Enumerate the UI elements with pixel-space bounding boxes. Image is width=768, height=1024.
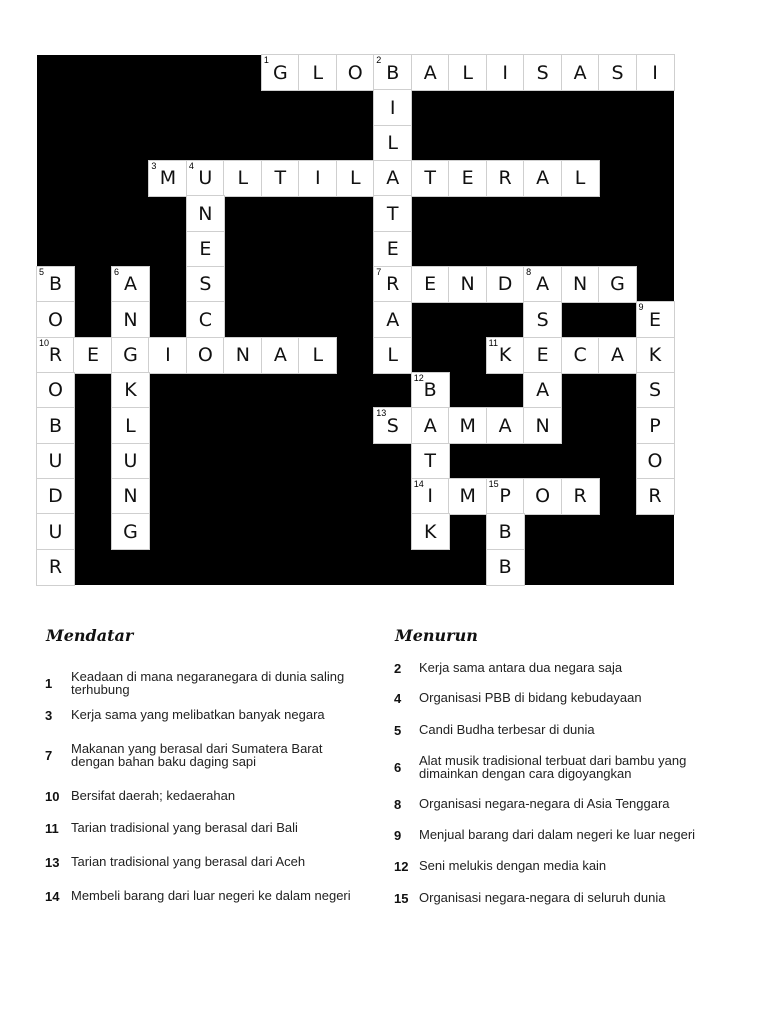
cell-letter: L — [387, 132, 399, 155]
cell-letter: K — [648, 344, 662, 367]
clue-text: Makanan yang berasal dari Sumatera Barat dengan bahan baku daging sapi — [71, 741, 323, 769]
cell-letter: D — [48, 485, 63, 508]
across-heading: Mendatar — [46, 626, 134, 645]
grid-cell[interactable] — [524, 267, 561, 302]
cell-letter: G — [123, 520, 138, 543]
cell-number: 9 — [638, 302, 644, 313]
cell-letter: L — [312, 61, 324, 84]
grid-cell[interactable] — [487, 514, 524, 549]
cell-letter: I — [652, 61, 658, 84]
clue-number: 12 — [394, 859, 409, 874]
clue-number: 13 — [45, 855, 60, 870]
cell-letter: A — [573, 61, 587, 84]
grid-cell[interactable] — [224, 338, 261, 373]
cell-letter: N — [198, 202, 213, 225]
grid-cell[interactable] — [262, 55, 299, 90]
cell-letter: A — [611, 344, 625, 367]
clue-text: Seni melukis dengan media kain — [419, 858, 607, 873]
cell-letter: E — [386, 238, 399, 261]
cell-letter: U — [123, 450, 138, 473]
cell-number: 6 — [113, 266, 119, 277]
grid-cell[interactable] — [112, 373, 149, 408]
clue-text: Kerja sama yang melibatkan banyak negara — [71, 707, 325, 722]
clue-number: 10 — [45, 789, 60, 804]
clue-number: 14 — [45, 889, 60, 904]
cell-letter: G — [272, 61, 288, 84]
cell-letter: K — [423, 520, 437, 543]
grid-cell[interactable] — [37, 408, 74, 443]
cell-letter: L — [125, 414, 136, 437]
cell-letter: I — [502, 61, 508, 84]
cell-letter: L — [237, 167, 249, 190]
cell-letter: A — [386, 167, 400, 190]
cell-letter: E — [424, 273, 437, 296]
grid-cell[interactable] — [74, 338, 111, 373]
cell-letter: T — [424, 167, 436, 190]
grid-cell[interactable] — [187, 267, 224, 302]
cell-letter: S — [199, 273, 212, 296]
clue-text: Tarian tradisional yang berasal dari Bali — [71, 820, 298, 835]
cell-number: 2 — [376, 55, 382, 65]
grid-cell[interactable] — [374, 302, 411, 337]
grid-cell[interactable] — [637, 373, 674, 408]
clue-number: 1 — [45, 676, 53, 691]
grid-cell[interactable] — [262, 338, 299, 373]
grid-cell[interactable] — [637, 444, 674, 479]
grid-cell[interactable] — [187, 302, 224, 337]
cell-letter: A — [536, 273, 550, 296]
grid-cell[interactable] — [524, 338, 561, 373]
grid-cell[interactable] — [599, 55, 636, 90]
clue-text: Organisasi PBB di bidang kebudayaan — [419, 690, 642, 705]
cell-letter: N — [123, 308, 138, 331]
cell-letter: I — [314, 167, 321, 190]
grid-cell[interactable] — [487, 161, 524, 196]
grid-cell[interactable] — [337, 55, 374, 90]
cell-letter: S — [611, 61, 624, 84]
cell-number: 10 — [39, 337, 50, 348]
cell-letter: E — [461, 167, 474, 190]
grid-cell[interactable] — [562, 479, 599, 514]
cell-letter: I — [427, 485, 433, 508]
cell-letter: B — [386, 61, 400, 84]
grid-cell[interactable] — [37, 514, 74, 549]
cell-letter: R — [48, 556, 63, 579]
grid-cell[interactable] — [112, 479, 149, 514]
clue-text: Keadaan di mana negaranegara di dunia saling terhubung — [71, 669, 345, 697]
grid-cell[interactable] — [487, 338, 524, 373]
cell-letter: U — [48, 450, 63, 473]
clue-number: 2 — [394, 661, 402, 676]
grid-cell[interactable] — [637, 408, 674, 443]
cell-letter: R — [498, 167, 512, 190]
cell-letter: C — [198, 308, 213, 331]
grid-cell[interactable] — [599, 338, 636, 373]
clue-text: Candi Budha terbesar di dunia — [419, 722, 595, 737]
grid-cell[interactable] — [374, 196, 411, 231]
cell-letter: S — [648, 379, 662, 402]
grid-cell[interactable] — [524, 55, 561, 90]
cell-letter: I — [165, 344, 171, 367]
cell-letter: S — [536, 308, 549, 331]
grid-cell[interactable] — [562, 267, 599, 302]
cell-letter: O — [647, 450, 663, 473]
cell-number: 11 — [488, 337, 498, 348]
grid-cell[interactable] — [374, 90, 411, 125]
grid-cell[interactable] — [337, 161, 374, 196]
grid-cell[interactable] — [524, 479, 561, 514]
cell-letter: K — [498, 344, 512, 367]
grid-cell[interactable] — [374, 408, 411, 443]
cell-letter: B — [48, 414, 63, 437]
clue-number: 6 — [394, 760, 402, 775]
cell-letter: N — [235, 344, 250, 367]
clue-number: 9 — [394, 828, 402, 843]
cell-letter: A — [423, 61, 437, 84]
grid-cell[interactable] — [449, 55, 486, 90]
cell-number: 14 — [413, 478, 424, 489]
cell-letter: O — [535, 485, 551, 508]
cell-letter: U — [198, 167, 213, 190]
cell-letter: O — [197, 344, 213, 367]
cell-letter: S — [386, 414, 399, 437]
grid-cell[interactable] — [112, 444, 149, 479]
grid-cell[interactable] — [112, 514, 149, 549]
grid-cell[interactable] — [149, 161, 186, 196]
grid-cell[interactable] — [149, 338, 186, 373]
cell-letter: G — [610, 273, 625, 296]
cell-letter: N — [123, 485, 138, 508]
grid-cell[interactable] — [449, 267, 486, 302]
grid-cell[interactable] — [37, 444, 74, 479]
cell-letter: C — [573, 344, 587, 367]
grid-cell[interactable] — [637, 55, 674, 90]
cell-number: 15 — [488, 478, 499, 489]
cell-letter: B — [498, 556, 512, 579]
grid-cell[interactable] — [412, 479, 449, 514]
cell-letter: S — [536, 61, 549, 84]
grid-cell[interactable] — [487, 550, 524, 585]
grid-cell[interactable] — [412, 55, 449, 90]
cell-letter: M — [159, 167, 177, 190]
cell-letter: P — [649, 414, 661, 437]
crossword-grid — [37, 55, 674, 585]
cell-letter: E — [649, 308, 662, 331]
cell-letter: A — [498, 414, 512, 437]
grid-cell[interactable] — [412, 373, 449, 408]
grid-cell[interactable] — [599, 267, 636, 302]
grid-cell[interactable] — [299, 55, 336, 90]
grid-cell[interactable] — [37, 338, 74, 373]
cell-letter: O — [48, 308, 63, 331]
cell-letter: N — [535, 414, 550, 437]
clue-number: 5 — [394, 723, 402, 738]
grid-cell[interactable] — [224, 161, 261, 196]
cell-letter: P — [499, 485, 511, 508]
grid-cell[interactable] — [112, 302, 149, 337]
cell-letter: M — [459, 414, 476, 437]
cell-letter: T — [274, 167, 287, 190]
grid-cell[interactable] — [112, 408, 149, 443]
cell-letter: B — [48, 273, 63, 296]
cell-letter: R — [573, 485, 587, 508]
grid-cell[interactable] — [637, 338, 674, 373]
grid-cell[interactable] — [524, 161, 561, 196]
cell-number: 1 — [263, 55, 269, 65]
grid-cell[interactable] — [112, 338, 149, 373]
clue-text: Kerja sama antara dua negara saja — [419, 660, 623, 675]
grid-cell[interactable] — [562, 55, 599, 90]
cell-letter: L — [574, 167, 586, 190]
cell-letter: O — [347, 61, 363, 84]
grid-cell[interactable] — [374, 338, 411, 373]
grid-cell[interactable] — [374, 267, 411, 302]
cell-letter: E — [199, 238, 212, 261]
grid-cell[interactable] — [262, 161, 299, 196]
cell-letter: A — [536, 167, 550, 190]
cell-letter: L — [312, 344, 324, 367]
grid-cell[interactable] — [412, 444, 449, 479]
cell-letter: D — [497, 273, 513, 296]
grid-cell[interactable] — [37, 302, 74, 337]
cell-letter: R — [648, 485, 662, 508]
clue-number: 4 — [394, 691, 402, 706]
grid-cell[interactable] — [524, 302, 561, 337]
cell-letter: R — [48, 344, 63, 367]
grid-cell[interactable] — [449, 161, 486, 196]
grid-cell[interactable] — [487, 479, 524, 514]
cell-letter: A — [123, 273, 137, 296]
grid-cell[interactable] — [562, 338, 599, 373]
cell-letter: A — [536, 379, 550, 402]
cell-letter: A — [273, 344, 287, 367]
cell-letter: R — [386, 273, 400, 296]
cell-letter: I — [389, 96, 396, 119]
cell-letter: E — [536, 344, 549, 367]
clue-text: Menjual barang dari dalam negeri ke luar negeri — [419, 827, 696, 842]
grid-cell[interactable] — [412, 514, 449, 549]
grid-cell[interactable] — [524, 408, 561, 443]
clue-number: 7 — [45, 748, 53, 763]
cell-letter: A — [386, 308, 400, 331]
grid-cell[interactable] — [637, 302, 674, 337]
cell-letter: T — [386, 202, 399, 225]
clue-text: Organisasi negara-negara di seluruh dunia — [419, 890, 666, 905]
cell-number: 8 — [526, 266, 532, 277]
clue-number: 3 — [45, 708, 53, 723]
grid-cell[interactable] — [412, 161, 449, 196]
cell-number: 4 — [188, 160, 194, 171]
grid-cell[interactable] — [187, 338, 224, 373]
clue-text: Tarian tradisional yang berasal dari Aceh — [71, 854, 306, 869]
cell-letter: K — [124, 379, 137, 402]
grid-cell[interactable] — [37, 373, 74, 408]
grid-cell[interactable] — [187, 196, 224, 231]
grid-cell[interactable] — [412, 408, 449, 443]
clue-number: 8 — [394, 797, 402, 812]
clue-number: 11 — [45, 821, 59, 836]
grid-cell[interactable] — [637, 479, 674, 514]
clue-text: Alat musik tradisional terbuat dari bambu yang dimainkan dengan cara digoyangkan — [419, 753, 687, 781]
grid-cell[interactable] — [487, 267, 524, 302]
grid-cell[interactable] — [374, 161, 411, 196]
grid-cell[interactable] — [449, 479, 486, 514]
grid-cell[interactable] — [187, 232, 224, 267]
grid-cell[interactable] — [449, 408, 486, 443]
grid-cell[interactable] — [487, 55, 524, 90]
cell-number: 3 — [151, 160, 157, 171]
clue-text: Membeli barang dari luar negeri ke dalam negeri — [71, 888, 351, 903]
grid-cell[interactable] — [374, 55, 411, 90]
down-heading: Menurun — [395, 626, 478, 645]
cell-letter: G — [123, 344, 138, 367]
cell-letter: B — [498, 520, 512, 543]
cell-letter: A — [423, 414, 437, 437]
grid-cell[interactable] — [374, 232, 411, 267]
cell-letter: N — [460, 273, 475, 296]
cell-letter: L — [462, 61, 473, 84]
grid-cell[interactable] — [487, 408, 524, 443]
clue-text: Bersifat daerah; kedaerahan — [71, 788, 236, 803]
grid-cell[interactable] — [37, 267, 74, 302]
grid-cell[interactable] — [562, 161, 599, 196]
grid-cell[interactable] — [299, 338, 336, 373]
grid-cell[interactable] — [37, 479, 74, 514]
cell-number: 13 — [376, 408, 387, 419]
grid-cell[interactable] — [112, 267, 149, 302]
cell-letter: E — [86, 344, 99, 367]
cell-number: 7 — [376, 266, 382, 277]
cell-letter: U — [48, 520, 63, 543]
grid-cell[interactable] — [187, 161, 224, 196]
cell-letter: N — [572, 273, 588, 296]
cell-letter: M — [459, 485, 476, 508]
cell-letter: L — [387, 344, 399, 367]
cell-letter: T — [424, 450, 436, 473]
grid-cell[interactable] — [374, 126, 411, 161]
cell-letter: B — [423, 379, 437, 402]
clue-number: 15 — [394, 891, 409, 906]
clue-text: Organisasi negara-negara di Asia Tenggara — [419, 796, 670, 811]
cell-number: 5 — [39, 266, 45, 277]
grid-cell[interactable] — [524, 373, 561, 408]
cell-letter: O — [48, 379, 63, 402]
grid-cell[interactable] — [299, 161, 336, 196]
grid-cell[interactable] — [412, 267, 449, 302]
cell-letter: L — [349, 167, 361, 190]
cell-number: 12 — [413, 372, 424, 383]
grid-cell[interactable] — [37, 550, 74, 585]
